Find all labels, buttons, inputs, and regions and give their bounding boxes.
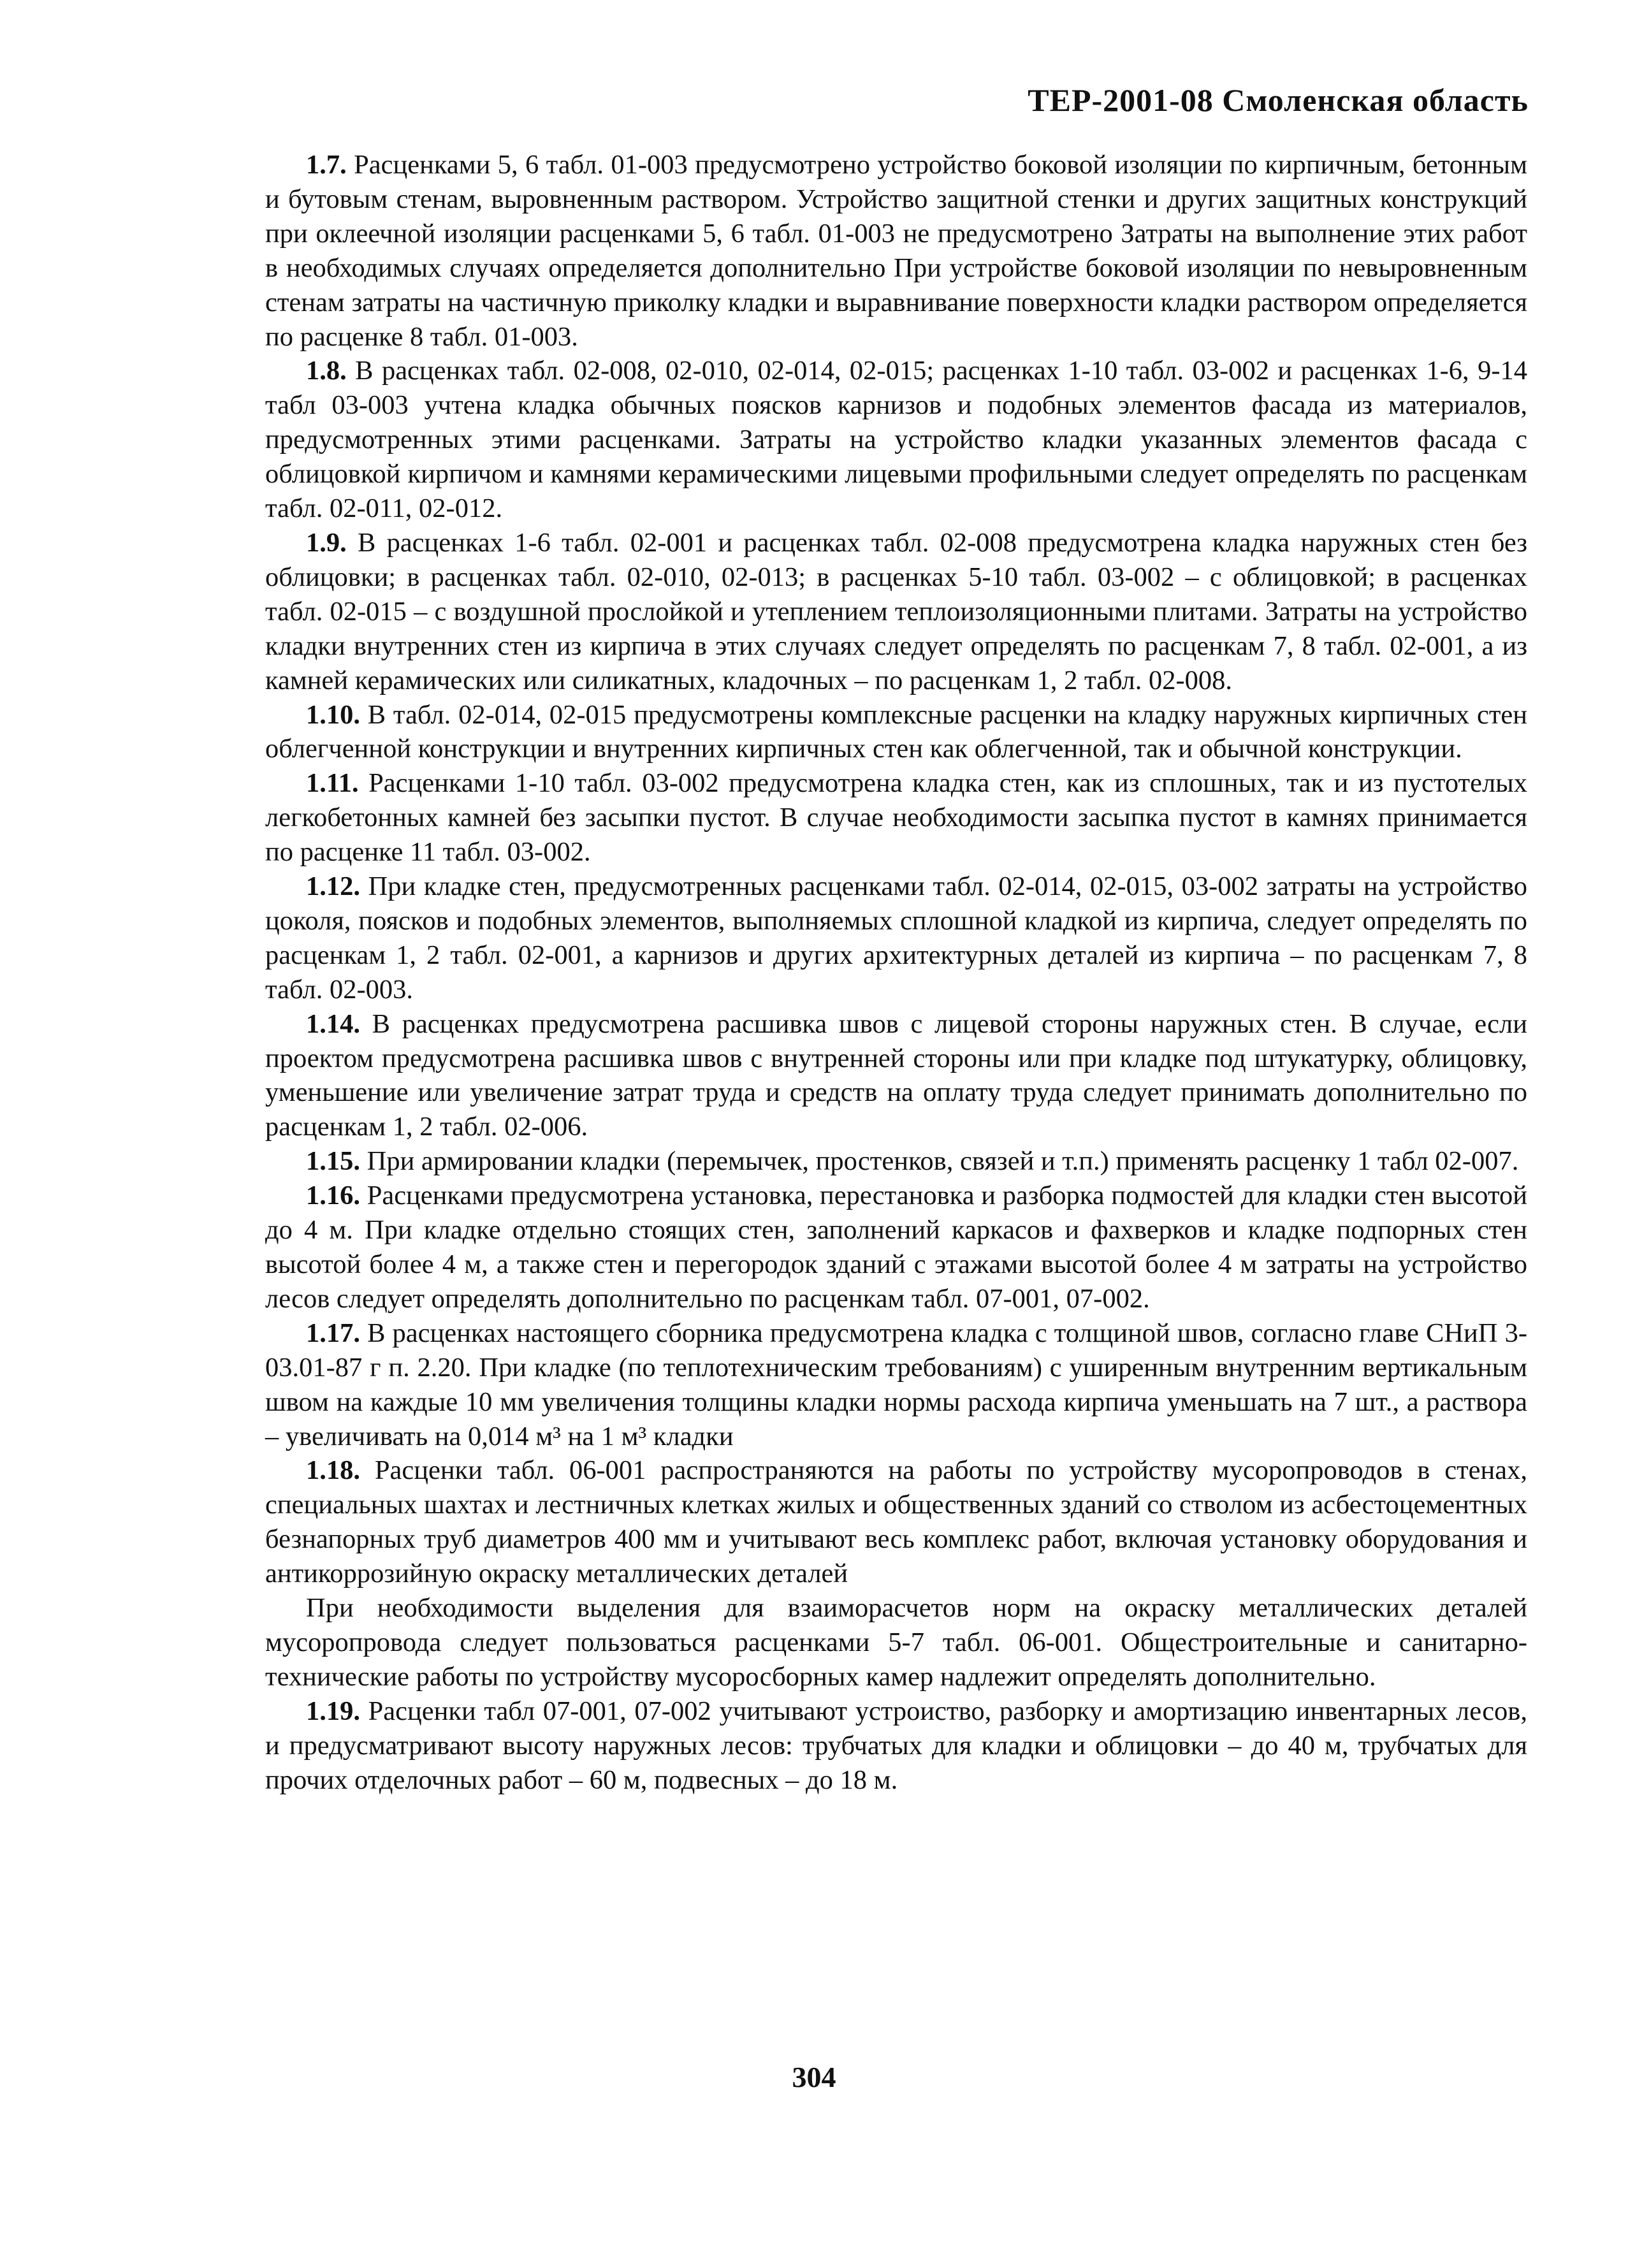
paragraph-1-9	[265, 526, 1527, 698]
paragraph-text: В расценках предусмотрена расшивка швов с лицевой стороны наружных стен. В случае, если проектом предусмотрена расшивка швов с внутренней стороны или при кладке под штукатурку, облицовку, уменьшение или увеличение затрат труда и средств на оплату труда следует принимать дополнительно по расценкам 1, 2 табл. 02-006.	[265, 1008, 1527, 1142]
page-header-title: ТЕР-2001-08 Смоленская область	[1028, 82, 1529, 118]
paragraph-number: 1.19.	[306, 1696, 360, 1726]
paragraph-text: При армировании кладки (перемычек, простенков, связей и т.п.) применять расценку 1 табл 02-007.	[360, 1146, 1519, 1177]
paragraph-number: 1.8.	[306, 356, 347, 386]
paragraph-text: Расценками 1-10 табл. 03-002 предусмотрена кладка стен, как из сплошных, так и из пустотелых легкобетонных камней без засыпки пустот. В случае необходимости засыпка пустот в камнях принимается по расценке 11 табл. 03-002.	[265, 768, 1527, 868]
paragraph-number: 1.18.	[306, 1455, 360, 1486]
paragraph-number: 1.16.	[306, 1181, 360, 1211]
paragraph-1-15	[265, 1144, 1527, 1179]
paragraph-number: 1.9.	[306, 527, 347, 558]
paragraph-text: В расценках настоящего сборника предусмотрена кладка с толщиной швов, согласно главе СНиП 3-03.01-87 г п. 2.20. При кладке (по теплотехническим требованиям) с уширенным внутренним вертикальным швом на каждые 10 мм увеличения толщины кладки нормы расхода кирпича уменьшать на 7 шт., а раствора – увеличивать на 0,014 м³ на 1 м³ кладки	[265, 1318, 1527, 1451]
paragraph-text: В расценках 1-6 табл. 02-001 и расценках табл. 02-008 предусмотрена кладка наружных стен без облицовки; в расценках табл. 02-010, 02-013; в расценках 5-10 табл. 03-002 – с облицовкой; в расценках табл. 02-015 – с воздушной прослойкой и утеплением теплоизоляционными плитами. Затраты на устройство кладки внутренних стен из кирпича в этих случаях следует определять по расценкам 7, 8 табл. 02-001, а из камней керамических или силикатных, кладочных – по расценкам 1, 2 табл. 02-008.	[265, 527, 1527, 695]
paragraph-number: 1.12.	[306, 871, 360, 902]
paragraph-number: 1.15.	[306, 1146, 360, 1177]
paragraph-text: Расценки табл. 06-001 распространяются на работы по устройству мусоропроводов в стенах, специальных шахтах и лестничных клетках жилых и общественных зданий со стволом из асбестоцементных безнапорных труб диаметров 400 мм и учитывают весь комплекс работ, включая установку оборудования и антикоррозийную окраску металлических деталей	[265, 1455, 1527, 1589]
paragraph-1-16	[265, 1179, 1527, 1316]
paragraph-1-18-continued	[265, 1591, 1527, 1694]
paragraph-number: 1.11.	[306, 768, 359, 799]
paragraph-number: 1.7.	[306, 150, 347, 180]
paragraph-1-11	[265, 766, 1527, 869]
paragraph-1-7	[265, 148, 1527, 354]
paragraph-1-14	[265, 1007, 1527, 1145]
paragraph-1-17	[265, 1316, 1527, 1454]
paragraph-number: 1.10.	[306, 699, 360, 730]
paragraph-number: 1.17.	[306, 1318, 360, 1348]
paragraph-1-8	[265, 354, 1527, 526]
paragraph-text: В табл. 02-014, 02-015 предусмотрены комплексные расценки на кладку наружных кирпичных стен облегченной конструкции и внутренних кирпичных стен как облегченной, так и обычной конструкции.	[265, 699, 1527, 764]
paragraph-text: Расценками 5, 6 табл. 01-003 предусмотрено устройство боковой изоляции по кирпичным, бетонным и бутовым стенам, выровненным раствором. Устройство защитной стенки и других защитных конструкций при оклеечной изоляции расценками 5, 6 табл. 01-003 не предусмотрено Затраты на выполнение этих работ в необходимых случаях определяется дополнительно При устройстве боковой изоляции по невыровненным стенам затраты на частичную приколку кладки и выравнивание поверхности кладки раствором определяется по расценке 8 табл. 01-003.	[265, 150, 1527, 352]
paragraph-text: Расценки табл 07-001, 07-002 учитывают устроиство, разборку и амортизацию инвентарных лесов, и предусматривают высоту наружных лесов: трубчатых для кладки и облицовки – до 40 м, трубчатых для прочих отделочных работ – 60 м, подвесных – до 18 м.	[265, 1696, 1527, 1795]
page-number: 304	[792, 2061, 836, 2093]
paragraph-1-12	[265, 869, 1527, 1007]
paragraph-text: При кладке стен, предусмотренных расценками табл. 02-014, 02-015, 03-002 затраты на устройство цоколя, поясков и подобных элементов, выполняемых сплошной кладкой из кирпича, следует определять по расценкам 1, 2 табл. 02-001, а карнизов и других архитектурных деталей из кирпича – по расценкам 7, 8 табл. 02-003.	[265, 871, 1527, 1005]
paragraph-text: Расценками предусмотрена установка, перестановка и разборка подмостей для кладки стен высотой до 4 м. При кладке отдельно стоящих стен, заполнений каркасов и фахверков и кладке подпорных стен высотой более 4 м, а также стен и перегородок зданий с этажами высотой более 4 м затраты на устройство лесов следует определять дополнительно по расценкам табл. 07-001, 07-002.	[265, 1181, 1527, 1314]
paragraph-text: В расценках табл. 02-008, 02-010, 02-014, 02-015; расценках 1-10 табл. 03-002 и расценках 1-6, 9-14 табл 03-003 учтена кладка обычных поясков карнизов и подобных элементов фасада из материалов, предусмотренных этими расценками. Затраты на устройство кладки указанных элементов фасада с облицовкой кирпичом и камнями керамическими лицевыми профильными следует определять по расценкам табл. 02-011, 02-012.	[265, 356, 1527, 524]
paragraph-text: При необходимости выделения для взаиморасчетов норм на окраску металлических деталей мусоропровода следует пользоваться расценками 5-7 табл. 06-001. Общестроительные и санитарно-технические работы по устройству мусоросборных камер надлежит определять дополнительно.	[265, 1593, 1527, 1692]
document-body	[265, 148, 1527, 1798]
paragraph-1-18	[265, 1453, 1527, 1591]
paragraph-1-10	[265, 698, 1527, 767]
paragraph-number: 1.14.	[306, 1008, 360, 1039]
paragraph-1-19	[265, 1694, 1527, 1798]
